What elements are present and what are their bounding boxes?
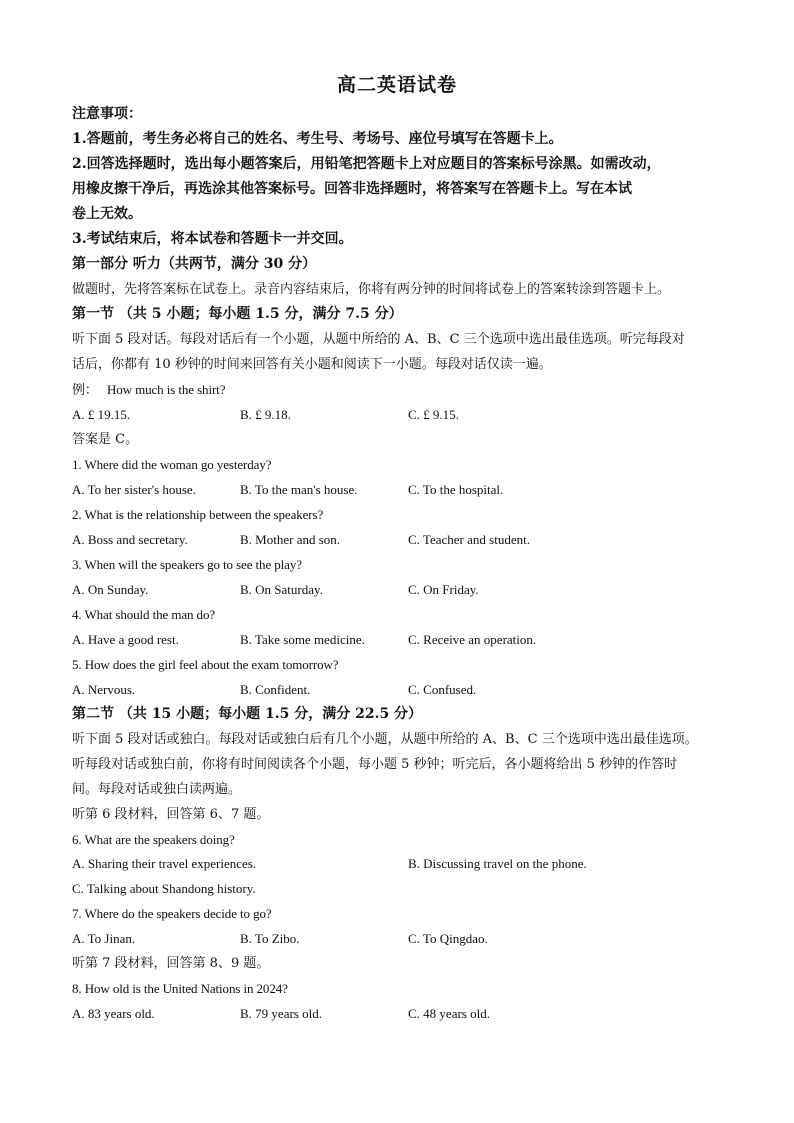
question-7: 7. Where do the speakers decide to go? [72, 906, 272, 921]
section2-heading: 第二节 （共 15 小题；每小题 1.5 分，满分 22.5 分） [72, 706, 423, 722]
notice-item-1: 1.答题前，考生务必将自己的姓名、考生号、考场号、座位号填写在答题卡上。 [72, 131, 563, 147]
question-6: 6. What are the speakers doing? [72, 832, 235, 847]
question-3-option-b: B. On Saturday. [240, 582, 323, 597]
part1-instruction: 做题时，先将答案标在试卷上。录音内容结束后，你将有两分钟的时间将试卷上的答案转涂到答题卡上。 [72, 282, 671, 297]
section1-instruction-line-1: 听下面 5 段对话。每段对话后有一个小题，从题中所给的 A、B、C 三个选项中选出最佳选项。听完每段对 [72, 332, 685, 347]
question-4-option-b: B. Take some medicine. [240, 632, 365, 647]
question-1: 1. Where did the woman go yesterday? [72, 457, 272, 472]
question-2: 2. What is the relationship between the speakers? [72, 507, 324, 522]
material-7-label: 听第 7 段材料，回答第 8、9 题。 [72, 956, 270, 971]
example-label: 例： [72, 383, 98, 398]
question-1-option-b: B. To the man's house. [240, 482, 358, 497]
notice-item-2-line-1: 2.回答选择题时，选出每小题答案后，用铅笔把答题卡上对应题目的答案标号涂黑。如需改动， [72, 156, 661, 172]
question-8-option-b: B. 79 years old. [240, 1006, 322, 1021]
question-4-option-a: A. Have a good rest. [72, 632, 179, 647]
question-1-option-c: C. To the hospital. [408, 482, 504, 497]
part1-heading: 第一部分 听力（共两节，满分 30 分） [72, 256, 317, 272]
page-title: 高二英语试卷 [336, 74, 457, 96]
question-8: 8. How old is the United Nations in 2024? [72, 981, 288, 996]
question-4: 4. What should the man do? [72, 607, 216, 622]
example-option-c: C. £ 9.15. [408, 407, 459, 422]
question-8-option-a: A. 83 years old. [72, 1006, 155, 1021]
example-question-line [72, 381, 732, 400]
question-1-option-a: A. To her sister's house. [72, 482, 196, 497]
example-answer: 答案是 C。 [72, 432, 139, 447]
question-2-option-b: B. Mother and son. [240, 532, 341, 547]
question-4-option-c: C. Receive an operation. [408, 632, 537, 647]
question-6-option-c: C. Talking about Shandong history. [72, 881, 256, 896]
question-6-option-b: B. Discussing travel on the phone. [408, 856, 587, 871]
section2-instruction-line-3: 间。每段对话或独白读两遍。 [72, 782, 242, 797]
example-option-b: B. £ 9.18. [240, 407, 291, 422]
question-3-option-c: C. On Friday. [408, 582, 479, 597]
example-question: How much is the shirt? [106, 382, 226, 397]
question-7-option-c: C. To Qingdao. [408, 931, 488, 946]
question-3: 3. When will the speakers go to see the play? [72, 557, 302, 572]
question-6-option-a: A. Sharing their travel experiences. [72, 856, 257, 871]
question-7-option-a: A. To Jinan. [72, 931, 136, 946]
question-3-option-a: A. On Sunday. [72, 582, 149, 597]
notice-item-2-line-2: 用橡皮擦干净后，再选涂其他答案标号。回答非选择题时，将答案写在答题卡上。写在本试 [72, 181, 632, 197]
section2-instruction-line-1: 听下面 5 段对话或独白。每段对话或独白后有几个小题，从题中所给的 A、B、C 三个选项中选出最佳选项。 [72, 732, 698, 747]
question-2-option-c: C. Teacher and student. [408, 532, 530, 547]
notice-heading: 注意事项： [72, 106, 142, 122]
notice-item-2-line-3: 卷上无效。 [72, 206, 142, 222]
material-6-label: 听第 6 段材料，回答第 6、7 题。 [72, 807, 270, 822]
section1-heading: 第一节 （共 5 小题；每小题 1.5 分，满分 7.5 分） [72, 306, 403, 322]
example-option-a: A. £ 19.15. [72, 407, 131, 422]
question-5-option-b: B. Confident. [240, 682, 311, 697]
notice-item-3: 3.考试结束后，将本试卷和答题卡一并交回。 [72, 231, 353, 247]
question-8-option-c: C. 48 years old. [408, 1006, 490, 1021]
question-7-option-b: B. To Zibo. [240, 931, 300, 946]
question-2-option-a: A. Boss and secretary. [72, 532, 188, 547]
question-5-option-a: A. Nervous. [72, 682, 136, 697]
section2-instruction-line-2: 听每段对话或独白前，你将有时间阅读各个小题，每小题 5 秒钟；听完后，各小题将给出 5 秒钟的作答时 [72, 757, 678, 772]
question-5: 5. How does the girl feel about the exam tomorrow? [72, 657, 339, 672]
section1-instruction-line-2: 话后，你都有 10 秒钟的时间来回答有关小题和阅读下一小题。每段对话仅读一遍。 [72, 357, 552, 372]
question-5-option-c: C. Confused. [408, 682, 477, 697]
